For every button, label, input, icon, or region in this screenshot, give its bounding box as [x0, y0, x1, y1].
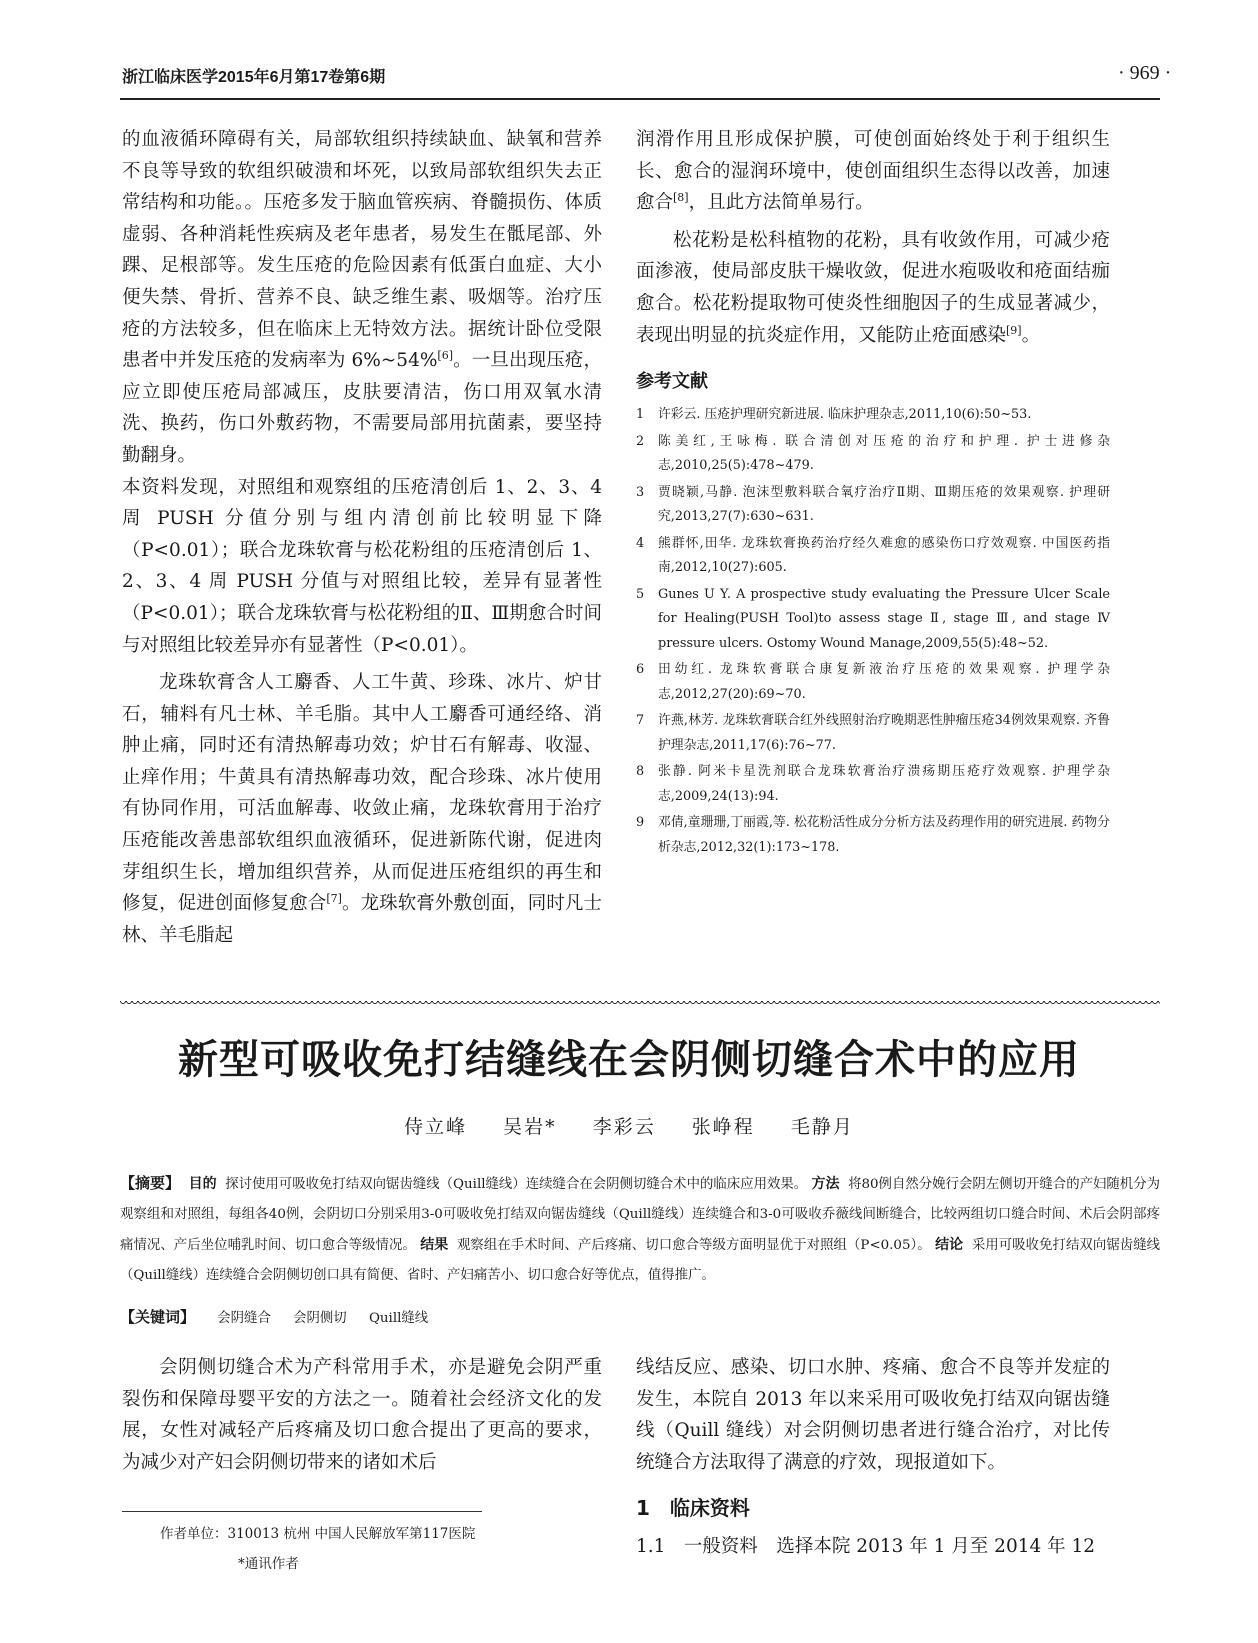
reference-item: 3 贾晓颖,马静. 泡沫型敷料联合氧疗治疗Ⅱ期、Ⅲ期压疮的效果观察. 护理研究,2013,27(7):630~631.	[636, 484, 1110, 525]
section-heading: 1 临床资料	[636, 1496, 750, 1521]
keyword: 会阴侧切	[293, 1311, 347, 1326]
reference-item: 8 张静. 阿米卡星洗剂联合龙珠软膏治疗溃疡期压疮疗效观察. 护理学杂志,2009,24(13):94.	[636, 764, 1110, 804]
abstract-label: 【摘要】	[120, 1174, 181, 1192]
paragraph: 的血液循环障碍有关，局部软组织持续缺血、缺氧和营养不良等导致的软组织破溃和坏死，以致局部软组织失去正常结构和功能。。压疮多发于脑血管疾病、脊髓损伤、体质虚弱、各种消耗性疾病及老年患者，易发生在骶尾部、外踝、足根部等。发生压疮的危险因素有低蛋白血症、大小便失禁、骨折、营养不良、缺乏维生素、吸烟等。治疗压疮的方法较多，但在临床上无特效方法。据统计卧位受限患者中并发压疮的发病率为 6%~54%[6]。一旦出现压疮，应立即使压疮局部减压，皮肤要清洁，伤口用双氧水清洗、换药，伤口外敷药物，不需要局部用抗菌素，要坚持勤翻身。	[122, 129, 602, 466]
paragraph: 润滑作用且形成保护膜，可使创面始终处于利于组织生长、愈合的湿润环境中，使创面组织生态得以改善，加速愈合[8]，且此方法简单易行。	[636, 129, 1110, 214]
reference-item: 5 Gunes U Y. A prospective study evaluating the Pressure Ulcer Scale for Healing(PUSH Tool)to assess stage Ⅱ, stage Ⅲ, and stage Ⅳ pressure ulcers. Ostomy Wound Manage,2009,55(5):48~52.	[636, 586, 1110, 651]
top-left-column	[122, 124, 602, 951]
keywords-label: 【关键词】	[120, 1308, 196, 1326]
paragraph: 松花粉是松科植物的花粉，具有收敛作用，可减少疮面渗液，使局部皮肤干燥收敛，促进水疱吸收和疮面结痂愈合。松花粉提取物可使炎性细胞因子的生成显著减少，表现出明显的抗炎症作用，又能防止疮面感染[9]。	[636, 229, 1110, 346]
reference-item: 9 邓倩,童珊珊,丁丽霞,等. 松花粉活性成分分析方法及药理作用的研究进展. 药物分析杂志,2012,32(1):173~178.	[636, 815, 1110, 855]
author-list	[0, 1112, 1258, 1139]
footnote-divider	[122, 1511, 482, 1512]
reference-list	[636, 403, 1110, 860]
citation: [6]	[437, 349, 454, 362]
header-divider	[120, 98, 1160, 100]
footnote-affiliation: 作者单位：310013 杭州 中国人民解放军第117医院	[160, 1526, 476, 1542]
reference-item: 1 许彩云. 压疮护理研究新进展. 临床护理杂志,2011,10(6):50~53.	[636, 407, 1032, 423]
footnote-corresponding: *通讯作者	[238, 1556, 299, 1572]
subsection-line: 1.1 一般资料 选择本院 2013 年 1 月至 2014 年 12	[636, 1536, 1096, 1558]
reference-item: 6 田幼红. 龙珠软膏联合康复新液治疗压疮的效果观察. 护理学杂志,2012,27(20):69~70.	[636, 662, 1110, 702]
reference-item: 4 熊群怀,田华. 龙珠软膏换药治疗经久难愈的感染伤口疗效观察. 中国医药指南,2012,10(27):605.	[636, 535, 1110, 576]
paragraph: 龙珠软膏含人工麝香、人工牛黄、珍珠、冰片、炉甘石，辅料有凡士林、羊毛脂。其中人工麝香可通经络、消肿止痛，同时还有清热解毒功效；炉甘石有解毒、收湿、止痒作用；牛黄具有清热解毒功效，配合珍珠、冰片使用有协同作用，可活血解毒、收敛止痛，龙珠软膏用于治疗压疮能改善患部软组织血液循环，促进新陈代谢，促进肉芽组织生长，增加组织营养，从而促进压疮组织的再生和修复，促进创面修复愈合[7]。龙珠软膏外敷创面，同时凡士林、羊毛脂起	[122, 672, 602, 946]
citation: [7]	[326, 892, 342, 906]
paragraph: 本资料发现，对照组和观察组的压疮清创后 1、2、3、4 周 PUSH 分值分别与组内清创前比较明显下降（P<0.01）；联合龙珠软膏与松花粉组的压疮清创后 1、2、3、4 周 PUSH 分值与对照组比较，差异有显著性（P<0.01）；联合龙珠软膏与松花粉组的Ⅱ、Ⅲ期愈合时间与对照组比较差异亦有显著性（P<0.01）。	[122, 476, 602, 656]
author: 张峥程	[691, 1116, 755, 1138]
article-separator	[120, 1001, 1160, 1007]
references-heading: 参考文献	[636, 371, 708, 393]
page-number: · 969 ·	[1118, 62, 1172, 84]
bottom-left-column	[122, 1352, 602, 1478]
article-title: 新型可吸收免打结缝线在会阴侧切缝合术中的应用	[178, 1037, 1080, 1083]
author: 毛静月	[790, 1116, 854, 1138]
journal-header: 浙江临床医学2015年6月第17卷第6期	[122, 69, 386, 86]
abstract: 【摘要】 目的 探讨使用可吸收免打结双向锯齿缝线（Quill缝线）连续缝合在会阴侧切缝合术中的临床应用效果。 方法 将80例自然分娩行会阴左侧切开缝合的产妇随机分为观察组和对照组，每组各40例，会阴切口分别采用3-0可吸收免打结双向锯齿缝线（Quill缝线）连续缝合和3-0可吸收乔薇线间断缝合，比较两组切口缝合时间、术后会阴部疼痛情况、产后坐位哺乳时间、切口愈合等级情况。 结果 观察组在手术时间、产后疼痛、切口愈合等级方面明显优于对照组（P<0.05）。 结论 采用可吸收免打结双向锯齿缝线（Quill缝线）连续缝合会阴侧切创口具有简便、省时、产妇痛苦小、切口愈合好等优点，值得推广。	[120, 1174, 1161, 1283]
reference-item: 2 陈美红,王咏梅. 联合清创对压疮的治疗和护理. 护士进修杂志,2010,25(5):478~479.	[636, 433, 1110, 474]
citation: [8]	[673, 191, 689, 205]
bottom-right-column	[636, 1352, 1110, 1563]
citation: [9]	[1006, 323, 1022, 337]
paragraph: 线结反应、感染、切口水肿、疼痛、愈合不良等并发症的发生，本院自 2013 年以来采用可吸收免打结双向锯齿缝线（Quill 缝线）对会阴侧切患者进行缝合治疗，对比传统缝合方法取得了满意的疗效，现报道如下。	[636, 1357, 1110, 1473]
author: 吴岩*	[503, 1116, 557, 1138]
paragraph: 会阴侧切缝合术为产科常用手术，亦是避免会阴严重裂伤和保障母婴平安的方法之一。随着社会经济文化的发展，女性对减轻产后疼痛及切口愈合提出了更高的要求，为减少对产妇会阴侧切带来的诸如术后	[122, 1357, 602, 1473]
author: 李彩云	[592, 1116, 656, 1138]
reference-item: 7 许燕,林芳. 龙珠软膏联合红外线照射治疗晚期恶性肿瘤压疮34例效果观察. 齐鲁护理杂志,2011,17(6):76~77.	[636, 713, 1110, 753]
keywords	[120, 1306, 446, 1327]
author: 侍立峰	[404, 1116, 468, 1138]
keyword: 会阴缝合	[217, 1311, 271, 1326]
top-right-column	[636, 124, 1110, 862]
keyword: Quill缝线	[368, 1311, 429, 1326]
